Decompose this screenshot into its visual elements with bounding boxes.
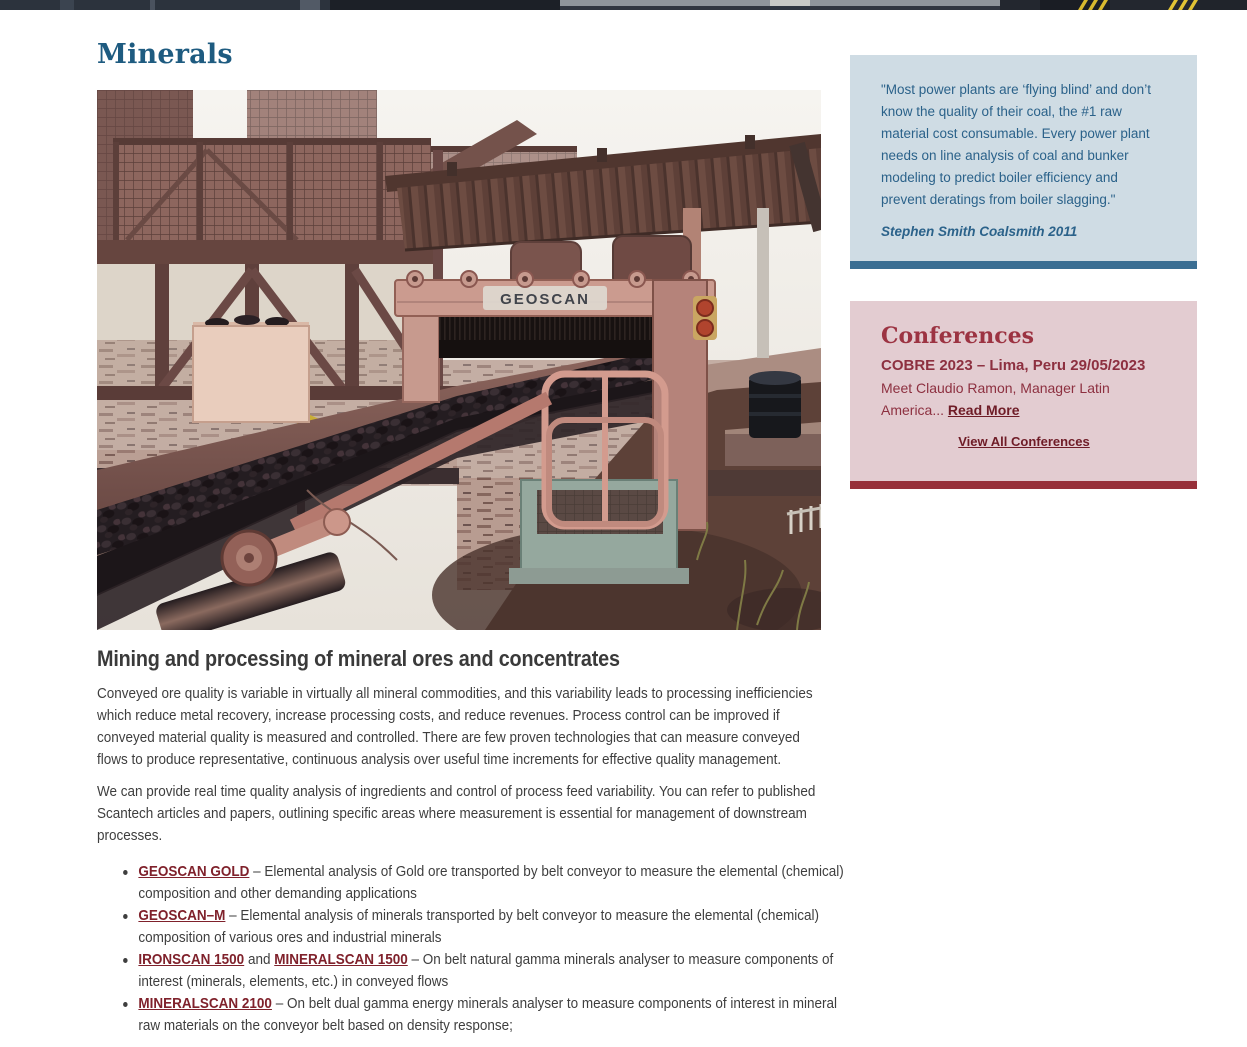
product-list (97, 861, 862, 1037)
view-all-wrap (881, 433, 1167, 451)
list-item (138, 993, 862, 1037)
page-title: Minerals (97, 39, 233, 70)
conferences-box (850, 301, 1197, 481)
main-column (97, 10, 844, 1037)
list-item-text: – Elemental analysis of Gold ore transported by belt conveyor to measure the elemental (chemical) composition and other demanding applications (138, 863, 844, 902)
sidebar (850, 10, 1197, 489)
list-item (138, 861, 862, 905)
header-banner-image (0, 0, 1247, 10)
conference-teaser (881, 377, 1167, 421)
quote-author: Stephen Smith Coalsmith 2011 (881, 224, 1078, 239)
quote-box-accent-bar (850, 261, 1197, 269)
second-paragraph: We can provide real time quality analysis of ingredients and control of process feed variability. You can refer to published Scantech articles and papers, outlining specific areas where measurement is essential for management of downstream processes. (97, 783, 816, 844)
list-item-text: and (244, 951, 275, 968)
product-link[interactable]: IRONSCAN 1500 (138, 951, 245, 968)
conference-teaser-text: Meet Claudio Ramon, Manager Latin America... (881, 380, 1110, 418)
conveyor-geoscan-photo (97, 90, 821, 630)
conference-event-title: COBRE 2023 – Lima, Peru 29/05/2023 (881, 357, 1146, 374)
minerals-photo (97, 90, 821, 630)
list-item-text: – On belt dual gamma energy minerals analyser to measure components of interest in mineral raw materials on the conveyor belt based on density response; (138, 995, 837, 1034)
read-more-link[interactable]: Read More (947, 402, 1020, 418)
geoscan-label: GEOSCAN (500, 291, 590, 308)
product-link[interactable]: MINERALSCAN 1500 (274, 951, 408, 968)
quote-box (850, 55, 1197, 261)
quote-text: "Most power plants are ‘flying blind’ and don’t know the quality of their coal, the #1 raw material cost consumable. Every power plant needs on line analysis of coal and bunker modeling to predict boiler efficiency and prevent deratings from boiler slagging." (881, 82, 1151, 207)
list-item (138, 949, 862, 993)
product-link[interactable]: MINERALSCAN 2100 (138, 995, 272, 1012)
list-item-text: – Elemental analysis of minerals transported by belt conveyor to measure the elemental (chemical) composition of various ores and industrial minerals (138, 907, 819, 946)
intro-paragraph: Conveyed ore quality is variable in virtually all mineral commodities, and this variability leads to processing inefficiencies which reduce metal recovery, increase processing costs, and reduce revenues. Process control can be improved if conveyed material quality is measured and controlled. There are few proven technologies that can measure conveyed flows to produce representative, continuous analysis over useful time increments for effective quality management. (97, 685, 813, 768)
view-all-conferences-link[interactable]: View All Conferences (958, 434, 1090, 449)
section-heading: Mining and processing of mineral ores and concentrates (97, 646, 620, 671)
list-item-text: – On belt natural gamma minerals analyser to measure components of interest (minerals, elements, etc.) in conveyed flows (138, 951, 834, 990)
conferences-box-accent-bar (850, 481, 1197, 489)
product-link[interactable]: GEOSCAN–M (138, 907, 226, 924)
conferences-title: Conferences (881, 323, 1035, 349)
product-link[interactable]: GEOSCAN GOLD (138, 863, 250, 880)
page-content (0, 10, 1247, 1037)
list-item (138, 905, 862, 949)
